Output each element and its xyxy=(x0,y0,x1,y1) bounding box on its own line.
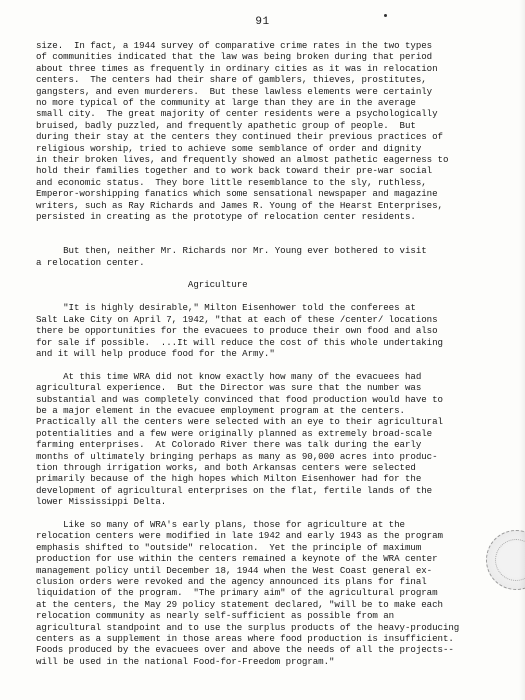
text-line: in their broken lives, and frequently showed an almost pathetic eagerness to xyxy=(36,154,449,166)
text-line: gangsters, and even murderers. But these lawless elements were certainly xyxy=(36,85,433,97)
body-text xyxy=(36,40,498,667)
section-heading: Agriculture xyxy=(36,279,248,291)
text-line: Foods produced by the evacuees over and above the needs of all the projects-- xyxy=(36,644,454,656)
text-line: primarily because of the high hopes which Milton Eisenhower had for the xyxy=(36,473,422,485)
text-line: at the centers, the May 29 policy statement declared, "will be to make each xyxy=(36,598,443,610)
text-line: size. In fact, a 1944 survey of comparative crime rates in the two types xyxy=(36,40,433,51)
text-line: and economic status. They bore little resemblance to the sly, ruthless, xyxy=(36,176,427,188)
text-line: small city. The great majority of center residents were a psychologically xyxy=(36,108,438,120)
text-line: agricultural standpoint and to use the surplus products of the heavy-producing xyxy=(36,621,460,633)
text-line: development of agricultural enterprises on the flat, fertile lands of the xyxy=(36,484,433,496)
text-line: no more typical of the community at large than they are in the average xyxy=(36,97,416,109)
text-line: emphasis shifted to "outside" relocation. Yet the principle of maximum xyxy=(36,541,422,553)
text-line: relocation community as nearly self-sufficient as possible from an xyxy=(36,610,395,622)
text-line: and it will help produce food for the Army." xyxy=(36,347,275,359)
ink-dot-mark xyxy=(384,14,387,17)
text-line: At this time WRA did not know exactly how many of the evacuees had xyxy=(36,370,422,382)
text-line: hold their families together and to work back toward their pre-war social xyxy=(36,165,433,177)
paragraph xyxy=(36,40,498,223)
text-line: But then, neither Mr. Richards nor Mr. Young ever bothered to visit xyxy=(36,245,427,257)
page-number: 91 xyxy=(255,16,270,28)
text-line: for sale if possible. ...It will reduce the cost of this whole undertaking xyxy=(36,336,443,348)
text-line: Practically all the centers were selected with an eye to their agricultural xyxy=(36,416,443,428)
paragraph-gap xyxy=(36,508,498,519)
text-line: be a major element in the evacuee employment program at the centers. xyxy=(36,404,405,416)
text-line: tion through irrigation works, and both Arkansas centers were selected xyxy=(36,461,416,473)
text-line: persisted in creating as the prototype of relocation center residents. xyxy=(36,211,416,223)
text-line: during their stay at the centers they continued their previous practices of xyxy=(36,131,443,143)
text-line: substantial and was completely convinced that food production would have to xyxy=(36,393,443,405)
text-line: religious worship, tried to achieve some semblance of order and dignity xyxy=(36,142,422,154)
text-line: a relocation center. xyxy=(36,256,145,268)
paragraph xyxy=(36,519,498,667)
text-line: there be opportunities for the evacuees to produce their own food and also xyxy=(36,325,438,337)
text-line: of communities indicated that the law was being broken during that period xyxy=(36,51,433,63)
text-line: Salt Lake City on April 7, 1942, "that at each of these /center/ locations xyxy=(36,313,438,325)
text-line: management policy until December 18, 1944 when the West Coast general ex- xyxy=(36,564,433,576)
text-line: Like so many of WRA's early plans, those for agriculture at the xyxy=(36,518,405,530)
text-line: production for use within the centers remained a keynote of the WRA center xyxy=(36,553,438,565)
paragraph-gap xyxy=(36,291,498,302)
text-line: bruised, badly puzzled, and frequently apathetic group of people. But xyxy=(36,119,416,131)
text-line: centers as a supplement in those areas where food production is insufficient. xyxy=(36,633,454,645)
text-line: Emperor-worshipping fanatics which some sensational newspaper and magazine xyxy=(36,188,438,200)
text-line: agricultural experience. But the Director was sure that the number was xyxy=(36,382,422,394)
text-line: writers, such as Ray Richards and James R. Young of the Hearst Enterprises, xyxy=(36,199,443,211)
paragraph xyxy=(36,371,498,508)
text-line: lower Mississippi Delta. xyxy=(36,496,167,508)
page-edge-shadow xyxy=(519,0,525,700)
text-line: potentialities and a few were originally planned as extremely broad-scale xyxy=(36,427,433,439)
text-line: liquidation of the program. "The primary aim" of the agricultural program xyxy=(36,587,438,599)
paragraph-gap xyxy=(36,268,498,279)
paragraph xyxy=(36,302,498,359)
text-line: will be used in the national Food-for-Freedom program." xyxy=(36,655,335,667)
paragraph-gap xyxy=(36,359,498,370)
text-line: centers. The centers had their share of gamblers, thieves, prostitutes, xyxy=(36,74,427,86)
paragraph-gap xyxy=(36,223,498,234)
paragraph xyxy=(36,245,498,268)
paragraph-gap xyxy=(36,234,498,245)
text-line: months of ultimately bringing perhaps as many as 90,000 acres into produc- xyxy=(36,450,438,462)
text-line: clusion orders were revoked and the agency announced its plans for final xyxy=(36,576,427,587)
text-line: about three times as frequently in ordinary cities as it was in relocation xyxy=(36,62,438,74)
text-line: farming enterprises. At Colorado River there was talk during the early xyxy=(36,439,422,451)
text-line: relocation centers were modified in late 1942 and early 1943 as the program xyxy=(36,530,443,542)
text-line: "It is highly desirable," Milton Eisenhower told the conferees at xyxy=(36,302,416,314)
